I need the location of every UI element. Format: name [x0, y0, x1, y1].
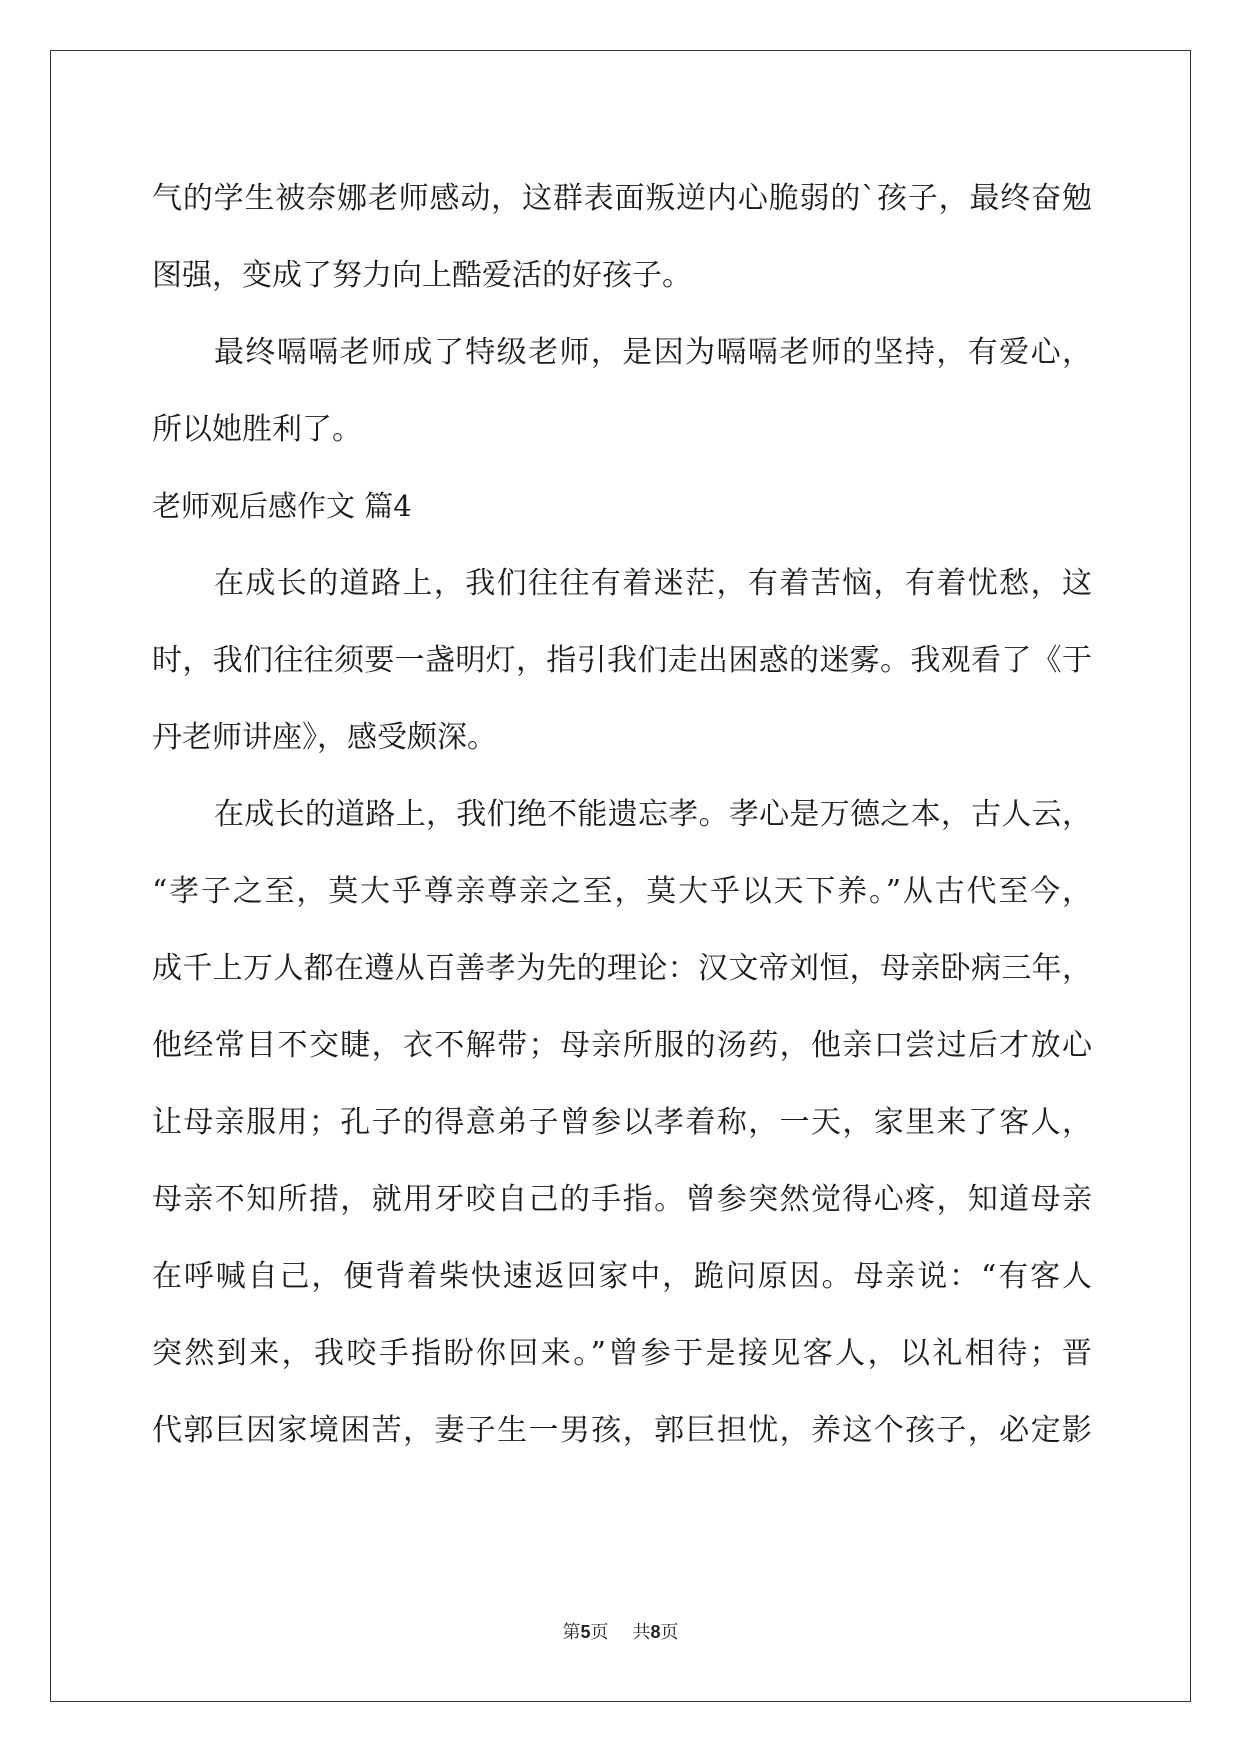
- text-line: 气的学生被奈娜老师感动，这群表面叛逆内心脆弱的`孩子，最终奋勉: [152, 181, 1092, 216]
- text-line: 在呼喊自己，便背着柴快速返回家中，跪问原因。母亲说：“有客人: [152, 1259, 1092, 1294]
- text-line: 在成长的道路上，我们绝不能遗忘孝。孝心是万德之本，古人云，: [214, 797, 1092, 832]
- text-line: 图强，变成了努力向上酷爱活的好孩子。: [152, 258, 692, 293]
- text-line: 所以她胜利了。: [152, 412, 362, 447]
- document-body: [152, 160, 1092, 1469]
- text-line: 最终嗝嗝老师成了特级老师，是因为嗝嗝老师的坚持，有爱心，: [214, 335, 1092, 370]
- text-line: “孝子之至，莫大乎尊亲尊亲之至，莫大乎以天下养。”从古代至今，: [152, 874, 1092, 909]
- section-heading: 老师观后感作文 篇4: [152, 489, 412, 523]
- text-line: 让母亲服用；孔子的得意弟子曾参以孝着称，一天，家里来了客人，: [152, 1105, 1092, 1140]
- page-footer: [0, 1618, 1241, 1644]
- total-page-number: 8: [650, 1622, 661, 1642]
- text-line: 成千上万人都在遵从百善孝为先的理论：汉文帝刘恒，母亲卧病三年，: [152, 951, 1092, 986]
- footer-prefix: 第: [562, 1622, 581, 1643]
- footer-total-prefix: 共: [632, 1622, 651, 1643]
- text-line: 在成长的道路上，我们往往有着迷茫，有着苦恼，有着忧愁，这: [214, 566, 1092, 601]
- text-line: 时，我们往往须要一盏明灯，指引我们走出困惑的迷雾。我观看了《于: [152, 643, 1092, 678]
- text-line: 他经常目不交睫，衣不解带；母亲所服的汤药，他亲口尝过后才放心: [152, 1028, 1092, 1063]
- text-line: 代郭巨因家境困苦，妻子生一男孩，郭巨担忧，养这个孩子，必定影: [152, 1413, 1092, 1448]
- text-line: 丹老师讲座》，感受颇深。: [152, 720, 497, 755]
- footer-page-suffix: 页: [590, 1622, 609, 1643]
- text-line: 突然到来，我咬手指盼你回来。”曾参于是接见客人，以礼相待；晋: [152, 1336, 1092, 1371]
- current-page-number: 5: [580, 1622, 591, 1642]
- text-line: 母亲不知所措，就用牙咬自己的手指。曾参突然觉得心疼，知道母亲: [152, 1182, 1092, 1217]
- footer-total-suffix: 页: [660, 1622, 679, 1643]
